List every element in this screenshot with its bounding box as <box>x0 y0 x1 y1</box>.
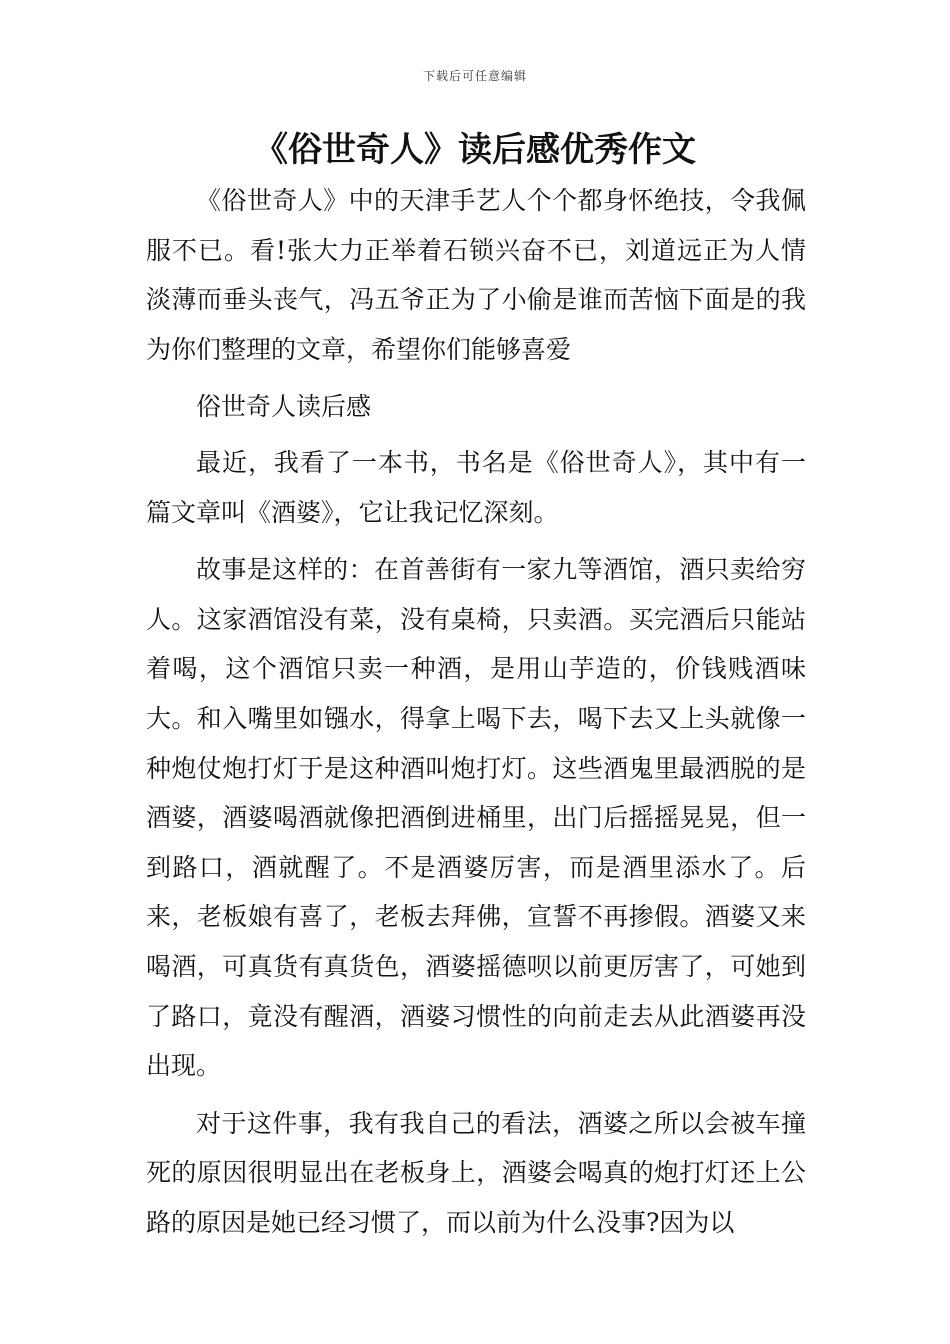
document-title: 《俗世奇人》读后感优秀作文 <box>254 130 696 170</box>
paragraph-intro: 《俗世奇人》中的天津手艺人个个都身怀绝技，令我佩服不已。看!张大力正举着石锁兴奋不已，刘道远正为人情淡薄而垂头丧气，冯五爷正为了小偷是谁而苦恼下面是的我为你们整理的文章，希望你们能够喜爱 <box>146 186 806 364</box>
header-note: 下载后可任意编辑 <box>422 69 527 83</box>
paragraph-story: 故事是这样的：在首善街有一家九等酒馆，酒只卖给穷人。这家酒馆没有菜，没有桌椅，只卖酒。买完酒后只能站着喝，这个酒馆只卖一种酒，是用山芋造的，价钱贱酒味大。和入嘴里如镪水，得拿上喝下去，喝下去又上头就像一种炮仗炮打灯于是这种酒叫炮打灯。这些酒鬼里最洒脱的是酒婆，酒婆喝酒就像把酒倒进桶里，出门后摇摇晃晃，但一到路口，酒就醒了。不是酒婆厉害，而是酒里添水了。后来，老板娘有喜了，老板去拜佛，宣誓不再掺假。酒婆又来喝酒，可真货有真货色，酒婆摇德呗以前更厉害了，可她到了路口，竟没有醒酒，酒婆习惯性的向前走去从此酒婆再没出现。 <box>146 555 806 1081</box>
paragraph-book-intro: 最近，我看了一本书，书名是《俗世奇人》，其中有一篇文章叫《酒婆》，它让我记忆深刻。 <box>146 447 806 527</box>
document-body <box>146 176 806 1247</box>
paragraph-opinion: 对于这件事，我有我自己的看法，酒婆之所以会被车撞死的原因很明显出在老板身上，酒婆会喝真的炮打灯还上公路的原因是她已经习惯了，而以前为什么没事?因为以 <box>146 1108 806 1237</box>
section-heading: 俗世奇人读后感 <box>196 392 372 422</box>
